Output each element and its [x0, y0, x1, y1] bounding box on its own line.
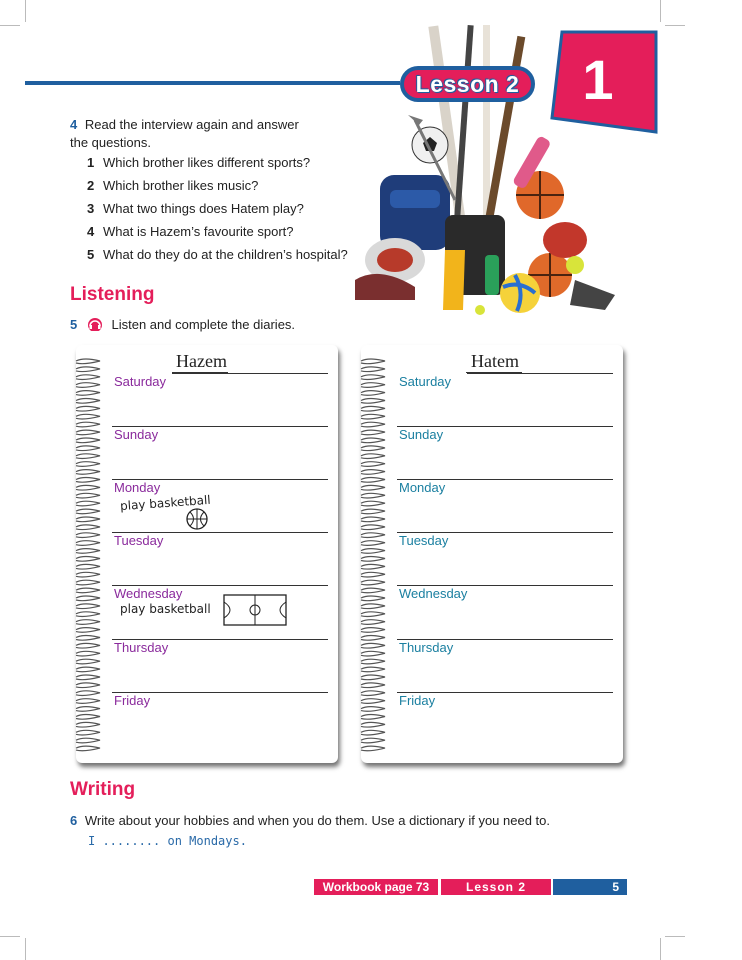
- day-label: Thursday: [399, 640, 454, 655]
- spiral-coil: [361, 667, 385, 672]
- spiral-coil: [361, 470, 385, 475]
- diary-entry: play basketball: [119, 492, 212, 514]
- spiral-coil: [361, 478, 385, 483]
- spiral-coil: [76, 367, 100, 372]
- spiral-coil: [361, 414, 385, 419]
- day-label: Monday: [114, 480, 161, 495]
- day-label: Wednesday: [399, 586, 468, 601]
- spiral-coil: [76, 572, 100, 577]
- spiral-coil: [76, 628, 100, 633]
- spiral-coil: [76, 525, 100, 530]
- spiral-coil: [361, 675, 385, 680]
- footer-workbook-tab: [314, 879, 438, 895]
- day-label: Sunday: [399, 427, 444, 442]
- spiral-coil: [361, 422, 385, 427]
- spiral-coil: [361, 628, 385, 633]
- instruction-text: Read the interview again and answer the questions.: [70, 117, 299, 150]
- lesson-badge-label: Lesson 2: [415, 70, 520, 97]
- spiral-coil: [76, 699, 100, 704]
- spiral-coil: [361, 612, 385, 617]
- spiral-coil: [76, 722, 100, 727]
- spiral-coil: [361, 588, 385, 593]
- spiral-coil: [361, 604, 385, 609]
- spiral-coil: [361, 375, 385, 380]
- diary-entry: play basketball: [120, 602, 211, 616]
- spiral-coil: [76, 422, 100, 427]
- day-label: Thursday: [114, 640, 169, 655]
- exercise-number: 6: [70, 813, 78, 828]
- footer-workbook-label: Workbook page 73: [322, 880, 430, 894]
- spiral-coil: [361, 691, 385, 696]
- spiral-coil: [76, 715, 100, 720]
- spiral-coil: [76, 746, 100, 751]
- question-item: 4 What is Hazem’s favourite sport?: [87, 224, 294, 239]
- spiral-coil: [76, 643, 100, 648]
- day-label: Wednesday: [114, 586, 183, 601]
- question-item: 5 What do they do at the children’s hospital?: [87, 247, 348, 262]
- question-item: 2 Which brother likes music?: [87, 178, 259, 193]
- spiral-coil: [361, 707, 385, 712]
- spiral-binding: [74, 357, 104, 757]
- crop-mark: [25, 0, 26, 22]
- spiral-coil: [76, 470, 100, 475]
- spiral-coil: [361, 383, 385, 388]
- spiral-coil: [76, 651, 100, 656]
- exercise-6-instruction: [70, 813, 550, 828]
- writing-example: I ........ on Mondays.: [88, 834, 247, 848]
- spiral-coil: [361, 683, 385, 688]
- spiral-coil: [76, 383, 100, 388]
- spiral-coil: [76, 478, 100, 483]
- crop-mark: [25, 938, 26, 960]
- spiral-coil: [76, 691, 100, 696]
- crop-mark: [0, 936, 20, 937]
- spiral-coil: [76, 414, 100, 419]
- crop-mark: [665, 936, 685, 937]
- spiral-coil: [361, 501, 385, 506]
- day-label: Saturday: [114, 374, 167, 389]
- spiral-coil: [361, 596, 385, 601]
- spiral-coil: [76, 580, 100, 585]
- spiral-coil: [76, 738, 100, 743]
- spiral-coil: [76, 549, 100, 554]
- spiral-coil: [76, 375, 100, 380]
- spiral-coil: [76, 485, 100, 490]
- diary-name: Hazem: [176, 351, 227, 371]
- spiral-coil: [76, 406, 100, 411]
- spiral-coil: [76, 604, 100, 609]
- spiral-coil: [76, 675, 100, 680]
- spiral-coil: [76, 596, 100, 601]
- footer-lesson-tab: [441, 879, 551, 895]
- diary-hazem: [76, 345, 338, 763]
- spiral-coil: [361, 722, 385, 727]
- instruction-text: Listen and complete the diaries.: [111, 317, 296, 332]
- spiral-coil: [361, 651, 385, 656]
- page-number: 5: [612, 880, 619, 894]
- spiral-coil: [361, 430, 385, 435]
- spiral-coil: [76, 730, 100, 735]
- spiral-coil: [76, 509, 100, 514]
- spiral-coil: [361, 485, 385, 490]
- exercise-number: 4: [70, 117, 78, 132]
- spiral-coil: [361, 367, 385, 372]
- spiral-coil: [76, 620, 100, 625]
- day-rule: [172, 373, 328, 374]
- spiral-coil: [76, 588, 100, 593]
- spiral-coil: [361, 746, 385, 751]
- crop-mark: [660, 0, 661, 22]
- basketball-doodle: [184, 507, 210, 531]
- spiral-coil: [76, 707, 100, 712]
- day-label: Tuesday: [114, 533, 164, 548]
- crop-mark: [660, 938, 661, 960]
- exercise-5-instruction: [70, 317, 295, 332]
- spiral-coil: [361, 715, 385, 720]
- spiral-coil: [76, 636, 100, 641]
- spiral-coil: [361, 549, 385, 554]
- day-label: Sunday: [114, 427, 159, 442]
- spiral-coil: [361, 572, 385, 577]
- spiral-coil: [361, 636, 385, 641]
- spiral-coil: [361, 699, 385, 704]
- spiral-coil: [361, 391, 385, 396]
- spiral-coil: [76, 399, 100, 404]
- spiral-coil: [76, 659, 100, 664]
- basketball-court-doodle: [222, 593, 288, 627]
- spiral-coil: [76, 391, 100, 396]
- diary-name: Hatem: [471, 351, 519, 371]
- spiral-coil: [76, 501, 100, 506]
- spiral-binding: [359, 357, 389, 757]
- exercise-4-instruction: [70, 116, 320, 152]
- footer-lesson-label: Lesson 2: [465, 880, 527, 894]
- spiral-coil: [361, 533, 385, 538]
- spiral-coil: [76, 493, 100, 498]
- diary-hatem: [361, 345, 623, 763]
- spiral-coil: [76, 454, 100, 459]
- spiral-coil: [76, 430, 100, 435]
- question-item: 1 Which brother likes different sports?: [87, 155, 311, 170]
- headphones-icon: [86, 317, 104, 331]
- spiral-coil: [361, 446, 385, 451]
- lesson-badge: [400, 66, 535, 102]
- spiral-coil: [76, 533, 100, 538]
- crop-mark: [0, 25, 20, 26]
- writing-heading: Writing: [70, 779, 136, 800]
- spiral-coil: [361, 454, 385, 459]
- spiral-coil: [76, 446, 100, 451]
- spiral-coil: [76, 667, 100, 672]
- unit-number: 1: [582, 48, 614, 111]
- spiral-coil: [361, 620, 385, 625]
- spiral-coil: [76, 564, 100, 569]
- listening-heading: Listening: [70, 284, 155, 305]
- spiral-coil: [361, 517, 385, 522]
- spiral-coil: [361, 493, 385, 498]
- spiral-coil: [361, 738, 385, 743]
- day-label: Tuesday: [399, 533, 449, 548]
- spiral-coil: [361, 406, 385, 411]
- footer-page-tab: [553, 879, 627, 895]
- spiral-coil: [76, 359, 100, 364]
- spiral-coil: [361, 359, 385, 364]
- spiral-coil: [361, 659, 385, 664]
- spiral-coil: [76, 517, 100, 522]
- spiral-coil: [361, 564, 385, 569]
- question-item: 3 What two things does Hatem play?: [87, 201, 304, 216]
- spiral-coil: [361, 557, 385, 562]
- spiral-coil: [361, 438, 385, 443]
- spiral-coil: [361, 580, 385, 585]
- spiral-coil: [76, 438, 100, 443]
- day-label: Monday: [399, 480, 446, 495]
- spiral-coil: [361, 399, 385, 404]
- day-label: Friday: [114, 693, 151, 708]
- spiral-coil: [361, 509, 385, 514]
- spiral-coil: [76, 557, 100, 562]
- spiral-coil: [361, 541, 385, 546]
- spiral-coil: [76, 462, 100, 467]
- exercise-number: 5: [70, 317, 78, 332]
- spiral-coil: [361, 525, 385, 530]
- day-rule: [467, 373, 613, 374]
- crop-mark: [665, 25, 685, 26]
- instruction-text: Write about your hobbies and when you do them. Use a dictionary if you need to.: [84, 813, 551, 828]
- spiral-coil: [361, 730, 385, 735]
- spiral-coil: [361, 462, 385, 467]
- spiral-coil: [76, 683, 100, 688]
- day-label: Saturday: [399, 374, 452, 389]
- day-label: Friday: [399, 693, 436, 708]
- spiral-coil: [361, 643, 385, 648]
- spiral-coil: [76, 541, 100, 546]
- question-list: [87, 154, 348, 269]
- spiral-coil: [76, 612, 100, 617]
